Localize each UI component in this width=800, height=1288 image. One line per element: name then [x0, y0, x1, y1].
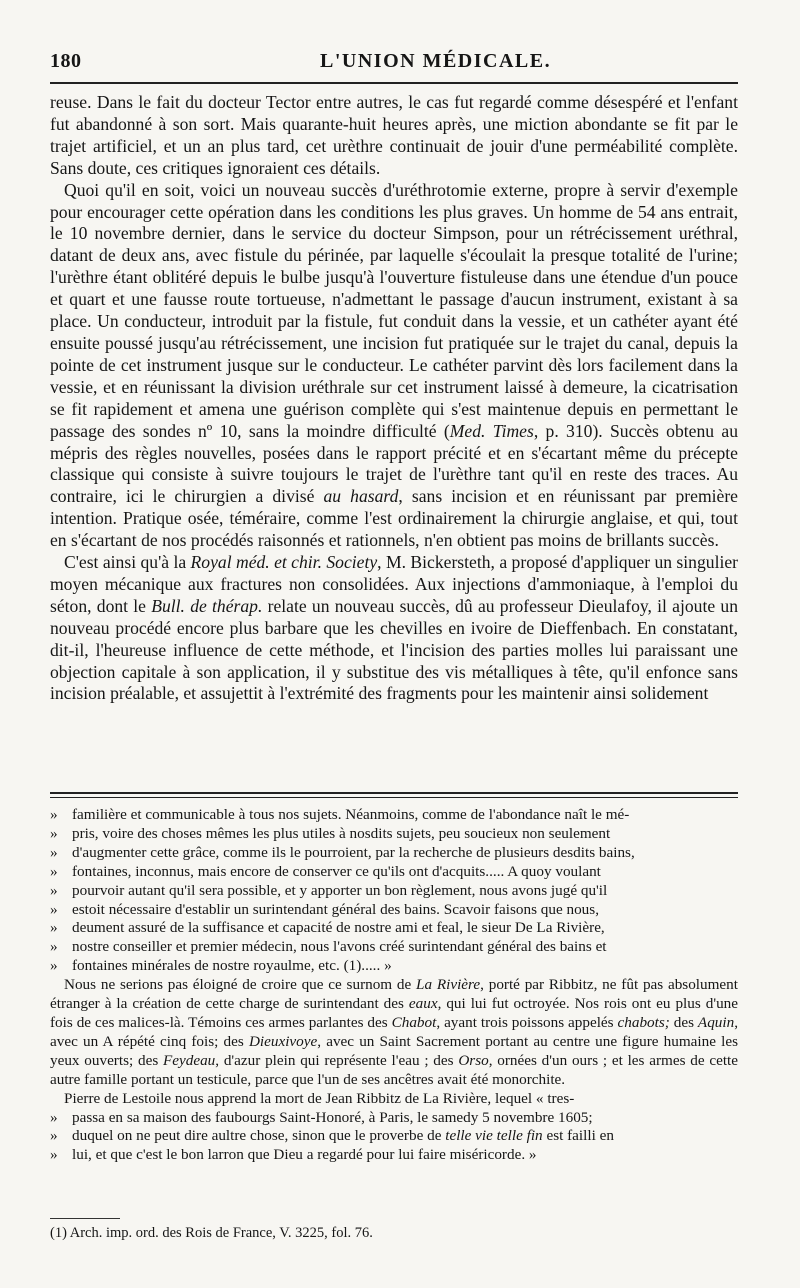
notes-rule-bottom — [50, 797, 738, 798]
running-title: L'UNION MÉDICALE. — [320, 49, 552, 72]
quote-line: » fontaines, inconnus, mais encore de conserver ce qu'ils ont d'acquits..... A quoy voulant — [50, 862, 601, 880]
quote-line: » deument assuré de la suffisance et capacité de nostre ami et feal, le sieur De La Rivière, — [50, 919, 605, 937]
quote-line: » pris, voire des choses mêmes les plus utiles à nosdits sujets, peu soucieux non seulement — [50, 824, 611, 842]
footnote-rule — [50, 1218, 120, 1219]
document-page — [50, 0, 738, 1288]
quote-line: » estoit nécessaire d'establir un surintendant général des bains. Scavoir faisons que nous, — [50, 900, 599, 918]
quote-line: » fontaines minérales de nostre royaulme, etc. (1)..... » — [50, 957, 392, 975]
quote-line: » familière et communicable à tous nos sujets. Néanmoins, comme de l'abondance naît le mé- — [50, 806, 630, 823]
paragraph-1: reuse. Dans le fait du docteur Tector entre autres, le cas fut regardé comme désespéré et l'enfant fut abandonné à son sort. Mais quarante-huit heures après, une miction abondante se fit par le trajet artificiel, et un an plus tard, cet urèthre continuait de jouir d'une perméabilité complète. Sans doute, ces critiques ignoraient ces détails. — [50, 92, 738, 178]
paragraph-2: Quoi qu'il en soit, voici un nouveau succès d'uréthrotomie externe, propre à servir d'exemple pour encourager cette opération dans les conditions les plus graves. Un homme de 54 ans entrait, le 10 novembre dernier, dans le service du docteur Simpson, pour un rétrécissement uréthral, datant de deux ans, avec fistule du périnée, par laquelle s'écoulait la presque totalité de l'urine; l'urèthre étant oblitéré depuis le bulbe jusqu'à l'ouverture fistuleuse dans une étendue d'un pouce et quart et une fausse route tortueuse, n'admettant le passage d'aucun instrument, existant à sa place. Un conducteur, introduit par la fistule, fut conduit dans la vessie, et un cathéter ayant été ensuite poussé jusqu'au rétrécissement, une incision fut pratiquée sur le trajet du canal, depuis la pointe de cet instrument jusque sur le conducteur. Le cathéter parvint dès lors facilement dans la vessie, et en réunissant la division uréthrale sur cet instrument laissé à demeure, la cicatrisation se fit rapidement et amena une guérison complète qui s'est maintenue depuis en permettant le passage des sondes nº 10, sans la moindre difficulté (Med. Times, p. 310). Succès obtenu au mépris des règles nouvelles, posées dans le rapport précité et en s'écartant même du précepte classique qui consiste à suivre toujours le trajet de l'urèthre tant qu'il en reste des traces. Au contraire, ici le chirurgien a divisé au hasard, sans incision et en réunissant par première intention. Pratique osée, téméraire, comme l'est ordinairement la chirurgie anglaise, et qui, tout en s'écartant de nos procédés raisonnés et rationnels, n'en obtient pas moins de brillants succès. — [50, 179, 738, 551]
notes-section — [50, 806, 738, 1165]
notes-rule-top — [50, 792, 738, 794]
quote-line: » duquel on ne peut dire aultre chose, sinon que le proverbe de telle vie telle fin est failli en — [50, 1127, 614, 1145]
notes-paragraph-1: Nous ne serions pas éloigné de croire que ce surnom de La Rivière, porté par Ribbitz, ne fût pas absolument étranger à la création de cette charge de surintendant des eaux, qui lui fut octroyée. Nos rois ont eu plus d'une fois de ces malices-là. Témoins ces armes parlantes des Chabot, ayant trois poissons appelés chabots; des Aquin, avec un A répété cinq fois; des Dieuxivoye, avec un Saint Sacrement portant au centre une figure humaine les yeux ouverts; des Feydeau, d'azur plein qui représente l'eau ; des Orso, ornées d'un ours ; et les armes de cette autre famille portant un testicule, parce que l'un de ses ancêtres avait été monorchite. — [50, 976, 739, 1088]
quote-line: » passa en sa maison des faubourgs Saint-Honoré, à Paris, le samedy 5 novembre 1605; — [50, 1108, 593, 1126]
main-text — [50, 92, 738, 705]
page-number: 180 — [50, 49, 82, 72]
quote-line: » pourvoir autant qu'il sera possible, et y apporter un bon règlement, nous avons jugé qu'il — [50, 881, 608, 899]
quote-line: » lui, et que c'est le bon larron que Dieu a regardé pour lui faire miséricorde. » — [50, 1146, 537, 1164]
paragraph-3: C'est ainsi qu'à la Royal méd. et chir. Society, M. Bickersteth, a proposé d'appliquer un singulier moyen mécanique aux fractures non consolidées. Aux injections d'ammoniaque, à l'emploi du séton, dont le Bull. de thérap. relate un nouveau succès, dû au professeur Dieulafoy, il ajoute un nouveau procédé encore plus barbare que les chevilles en ivoire de Dieffenbach. En constatant, dit-il, l'heureuse influence de cette méthode, et l'incision des parties molles lui paraissant une objection capitale à son application, il y substitue des vis métalliques à tête, qu'il enfonce sans incision préalable, et assujettit à l'extrémité des fragments pour les maintenir ainsi solidement — [50, 552, 739, 704]
notes-paragraph-2: Pierre de Lestoile nous apprend la mort de Jean Ribbitz de La Rivière, lequel « tres- — [64, 1089, 575, 1107]
quote-line: » d'augmenter cette grâce, comme ils le pourroient, par la recherche de plusieurs desdits bains, — [50, 843, 635, 861]
header-rule — [50, 82, 738, 84]
royal-quote — [50, 806, 738, 976]
footnote: (1) Arch. imp. ord. des Rois de France, V. 3225, fol. 76. — [50, 1225, 373, 1241]
quote-line: » nostre conseiller et premier médecin, nous l'avons créé surintendant général des bains et — [50, 938, 607, 956]
page-header — [50, 44, 738, 78]
